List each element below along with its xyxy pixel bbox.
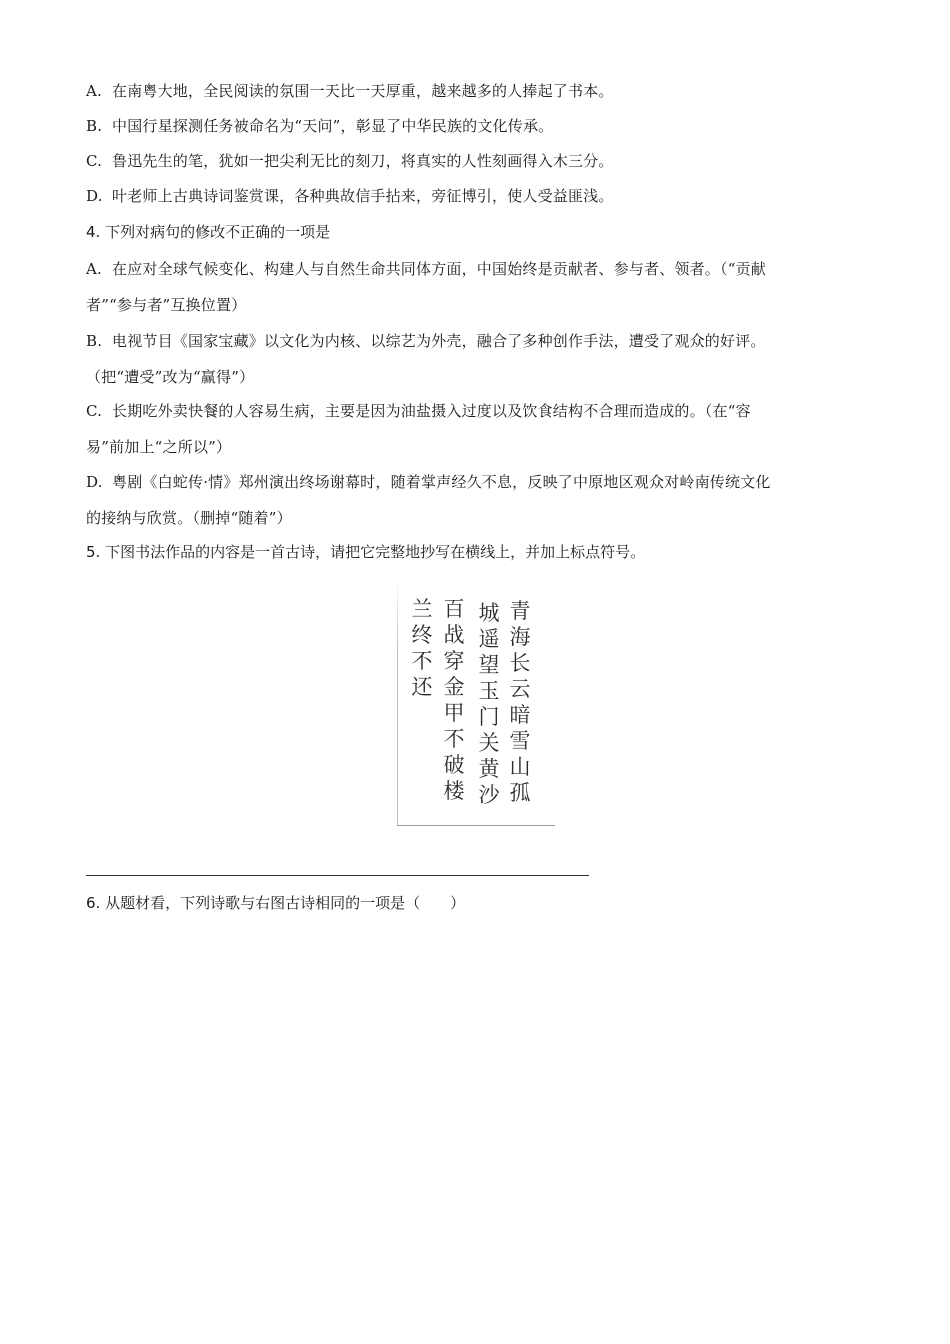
q4-option-c-line2: 易”前加上“之所以”） (86, 438, 232, 456)
calligraphy-paper-edge-bottom (397, 825, 555, 826)
q6-title: 6. 从题材看，下列诗歌与右图古诗相同的一项是（ ） (86, 894, 466, 912)
q3-option-b: B. 中国行星探测任务被命名为“天问”，彰显了中华民族的文化传承。 (86, 117, 554, 135)
answer-blank-line[interactable] (86, 875, 589, 876)
q4-option-b-line1: B. 电视节目《国家宝藏》以文化为内核、以综艺为外壳，融合了多种创作手法，遭受了观众的好评。 (86, 332, 766, 350)
q4-option-c-line1: C. 长期吃外卖快餐的人容易生病，主要是因为油盐摄入过度以及饮食结构不合理而造成的。（在“容 (86, 402, 751, 420)
q4-option-b-line2: （把“遭受”改为“赢得”） (86, 368, 255, 386)
q5-title: 5. 下图书法作品的内容是一首古诗，请把它完整地抄写在横线上，并加上标点符号。 (86, 543, 646, 561)
calligraphy-column-2: 城遥望玉门关黄沙 (478, 601, 500, 807)
calligraphy-column-1: 青海长云暗雪山孤 (509, 599, 531, 805)
calligraphy-column-4: 兰终不还 (411, 597, 433, 699)
q4-option-a-line1: A. 在应对全球气候变化、构建人与自然生命共同体方面，中国始终是贡献者、参与者、领者。（“贡献 (86, 260, 766, 278)
q4-option-a-line2: 者”“参与者”互换位置） (86, 296, 247, 314)
q4-title: 4. 下列对病句的修改不正确的一项是 (86, 223, 331, 241)
calligraphy-image (395, 578, 555, 830)
q3-option-c: C. 鲁迅先生的笔，犹如一把尖利无比的刻刀，将真实的人性刻画得入木三分。 (86, 152, 614, 170)
calligraphy-paper-edge-left (397, 578, 398, 826)
q4-option-d-line2: 的接纳与欣赏。（删掉“随着”） (86, 509, 292, 527)
q3-option-d: D. 叶老师上古典诗词鉴赏课，各种典故信手拈来，旁征博引，使人受益匪浅。 (86, 187, 614, 205)
calligraphy-column-3: 百战穿金甲不破楼 (443, 597, 465, 803)
q4-option-d-line1: D. 粤剧《白蛇传·情》郑州演出终场谢幕时，随着掌声经久不息，反映了中原地区观众对岭南传统文化 (86, 473, 771, 491)
q3-option-a: A. 在南粤大地，全民阅读的氛围一天比一天厚重，越来越多的人捧起了书本。 (86, 82, 614, 100)
